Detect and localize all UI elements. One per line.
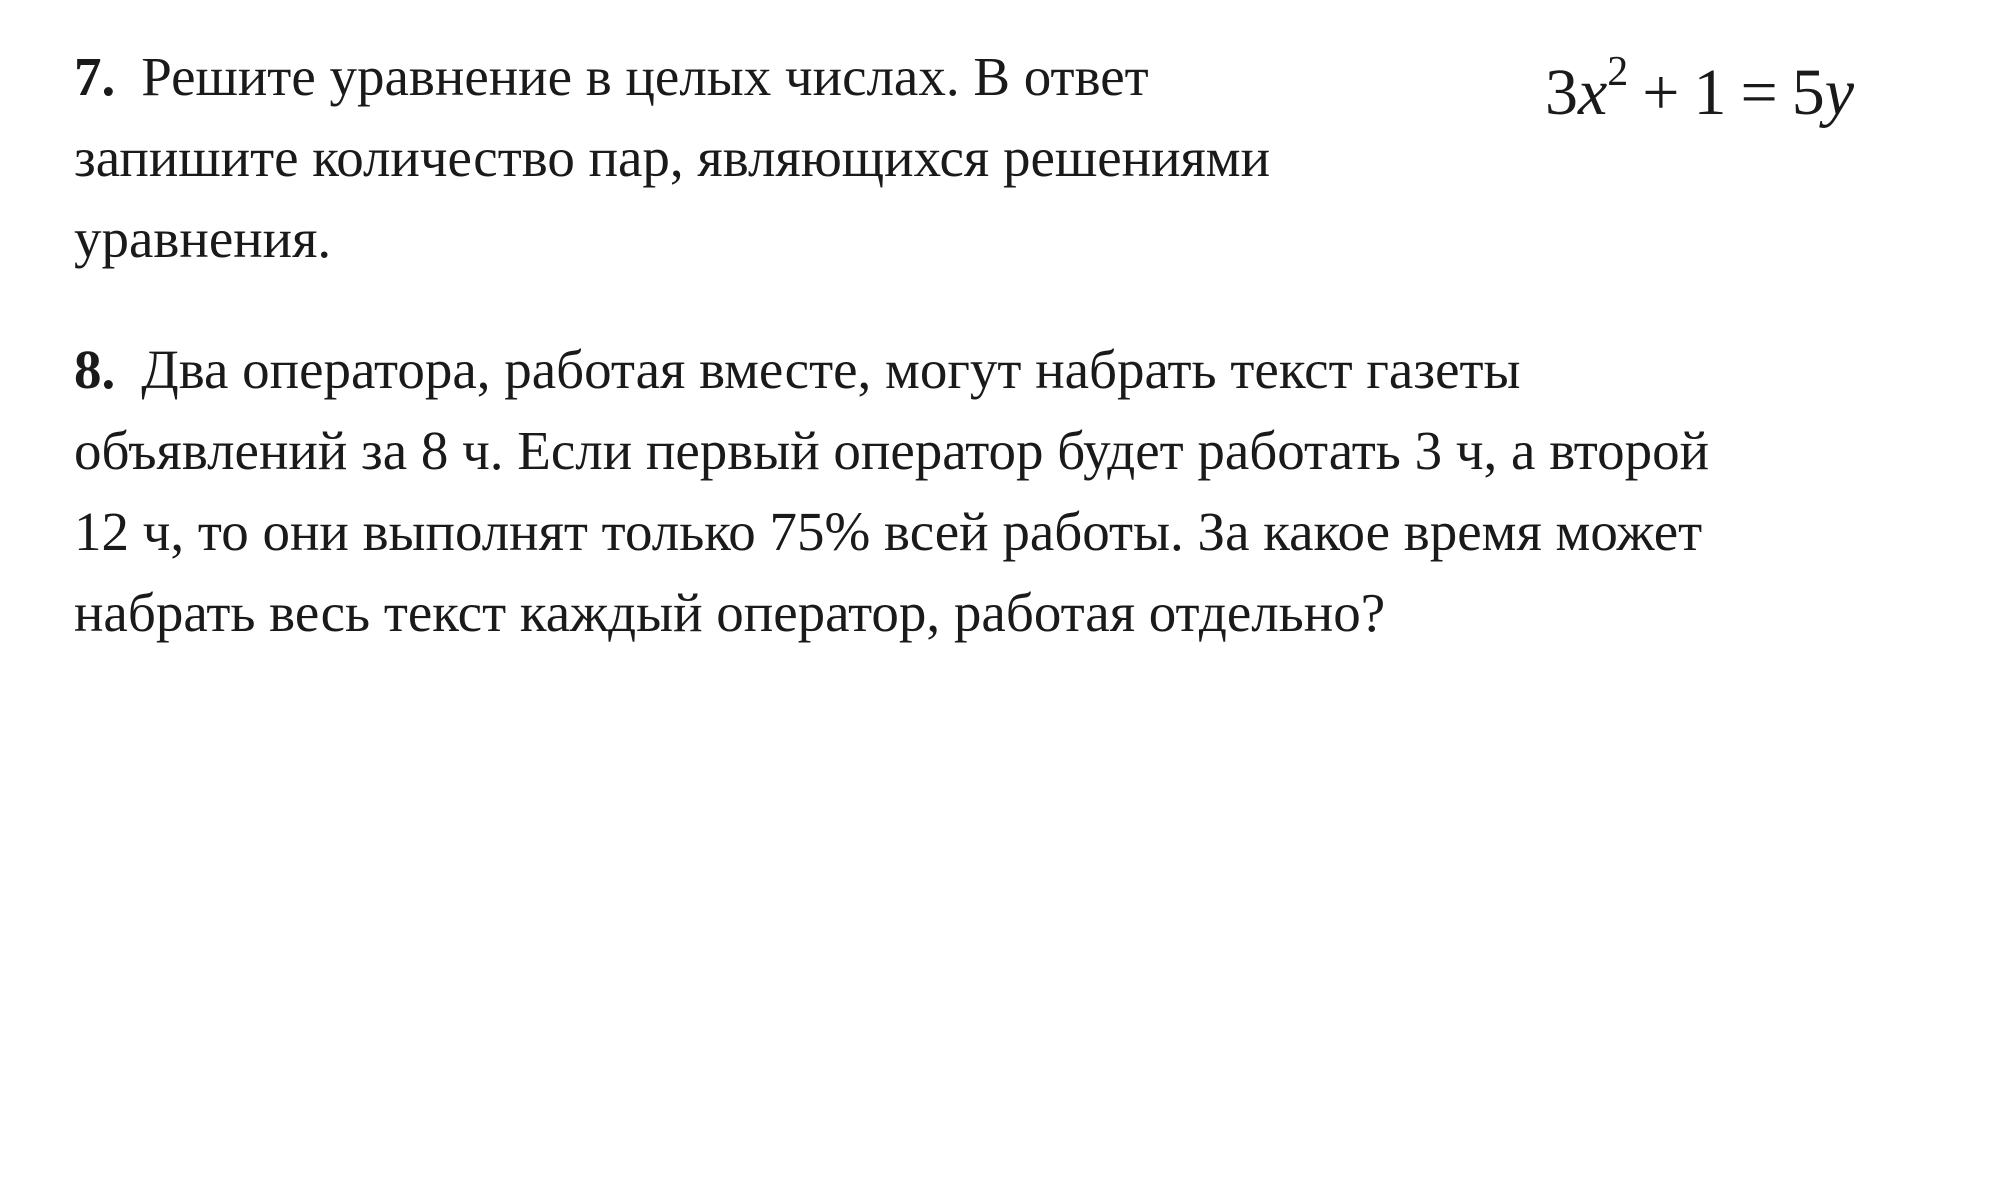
equation-constant: 1 bbox=[1693, 56, 1727, 129]
problem-8-text-4: набрать весь текст каждый оператор, работая отдельно? bbox=[74, 582, 1386, 643]
problem-7 bbox=[74, 36, 1494, 279]
equation-var-x: x bbox=[1578, 56, 1608, 129]
problem-8-text-2: объявлений за 8 ч. Если первый оператор будет работать 3 ч, а второй bbox=[74, 420, 1710, 481]
equation-coef-y: 5 bbox=[1791, 56, 1825, 129]
problem-7-equation bbox=[1545, 48, 1854, 138]
problem-7-number: 7. bbox=[74, 46, 116, 107]
equation-exponent: 2 bbox=[1607, 49, 1629, 95]
problem-8-line-1 bbox=[74, 329, 1974, 410]
problem-8-text-3: 12 ч, то они выполнят только 75% всей работы. За какое время может bbox=[74, 501, 1703, 562]
equation-var-y: y bbox=[1824, 56, 1855, 129]
problem-8-number: 8. bbox=[74, 339, 116, 400]
problem-8-text-1: Два оператора, работая вместе, могут набрать текст газеты bbox=[141, 339, 1521, 400]
equation-equals: = bbox=[1740, 56, 1778, 129]
problem-7-text-1: Решите уравнение в целых числах. В ответ bbox=[141, 46, 1149, 107]
problem-7-text-2: запишите количество пар, являющихся решениями bbox=[74, 127, 1271, 188]
problem-8 bbox=[74, 329, 1974, 653]
problem-7-text-3: уравнения. bbox=[74, 208, 332, 269]
equation-coef-x: 3 bbox=[1545, 56, 1578, 129]
equation-plus: + bbox=[1642, 56, 1680, 129]
problem-7-line-1 bbox=[74, 36, 1494, 117]
